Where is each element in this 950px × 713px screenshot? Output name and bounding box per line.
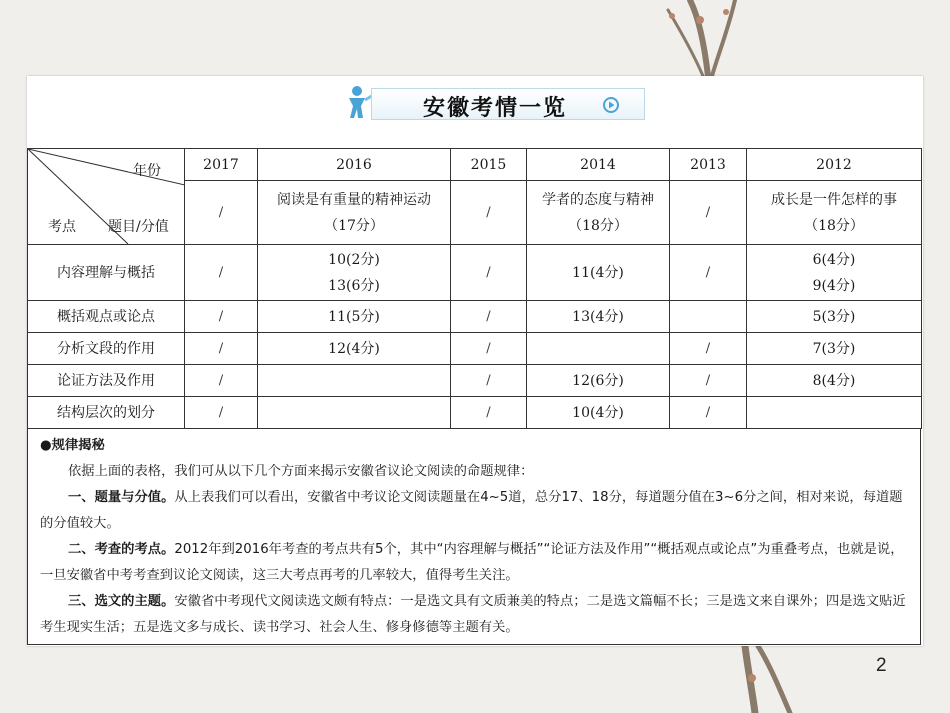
notes-paragraph-1 [40, 485, 908, 537]
row-label: 概括观点或论点 [28, 301, 185, 333]
p3-text: 安徽省中考现代文阅读选文颇有特点：一是选文具有文质兼美的特点；二是选文篇幅不长；三是选文来自课外；四是选文贴近考生现实生活；五是选文多与成长、读书学习、社会人生、修身修德等主题有关。 [40, 594, 906, 635]
year-cell: 2015 [451, 149, 527, 181]
p1-bold: 一、题量与分值。 [68, 490, 175, 505]
table-row [28, 365, 922, 397]
notes-section [27, 429, 921, 645]
table-cell [258, 365, 451, 397]
table-cell: / [185, 333, 258, 365]
table-cell: 11(5分) [258, 301, 451, 333]
exam-table [27, 148, 922, 429]
table-cell: / [185, 365, 258, 397]
table-cell: 11(4分) [527, 245, 670, 301]
table-cell [747, 397, 922, 429]
year-cell: 2014 [527, 149, 670, 181]
timu-label: 题目/分值 [108, 219, 169, 235]
topic-cell: 学者的态度与精神（18分） [527, 181, 670, 245]
content-card [27, 76, 923, 646]
kaodian-label: 考点 [48, 219, 76, 235]
table-cell: / [451, 245, 527, 301]
topic-cell: 阅读是有重量的精神运动（17分） [258, 181, 451, 245]
year-label: 年份 [133, 163, 161, 179]
table-cell [527, 333, 670, 365]
title-banner [345, 84, 663, 124]
page-title: 安徽考情一览 [422, 96, 567, 121]
table-cell: 10(4分) [527, 397, 670, 429]
table-cell: / [451, 301, 527, 333]
table-cell: 12(6分) [527, 365, 670, 397]
table-cell: 7(3分) [747, 333, 922, 365]
row-label: 内容理解与概括 [28, 245, 185, 301]
table-cell: / [451, 365, 527, 397]
year-cell: 2012 [747, 149, 922, 181]
notes-heading: ●规律揭秘 [40, 438, 105, 453]
table-cell: / [185, 245, 258, 301]
p1-text: 从上表我们可以看出，安徽省中考议论文阅读题量在4~5道，总分17、18分，每道题分值在3~6分之间，相对来说，每道题的分值较大。 [40, 490, 903, 531]
table-cell: 12(4分) [258, 333, 451, 365]
topic-cell: 成长是一件怎样的事（18分） [747, 181, 922, 245]
row-label: 结构层次的划分 [28, 397, 185, 429]
row-label: 论证方法及作用 [28, 365, 185, 397]
year-row [28, 149, 922, 181]
year-cell: 2017 [185, 149, 258, 181]
table-row [28, 245, 922, 301]
page-number: 2 [876, 655, 887, 676]
play-icon [603, 97, 619, 113]
table-cell: / [670, 333, 747, 365]
topic-cell: / [670, 181, 747, 245]
table-cell: 10(2分) 13(6分) [258, 245, 451, 301]
table-cell: / [451, 333, 527, 365]
table-cell [258, 397, 451, 429]
table-cell: 5(3分) [747, 301, 922, 333]
row-label: 分析文段的作用 [28, 333, 185, 365]
table-cell: 8(4分) [747, 365, 922, 397]
table-cell [670, 301, 747, 333]
p2-text: 2012年到2016年考查的考点共有5个，其中“内容理解与概括”“论证方法及作用”“概括观点或论点”为重叠考点，也就是说，一旦安徽省中考考查到议论文阅读，这三大考点再考的几率较大，值得考生关注。 [40, 542, 904, 583]
topic-cell: / [451, 181, 527, 245]
year-cell: 2013 [670, 149, 747, 181]
notes-paragraph-3 [40, 589, 908, 641]
table-cell: / [185, 397, 258, 429]
table-cell: 13(4分) [527, 301, 670, 333]
table-cell: / [670, 245, 747, 301]
topic-cell: / [185, 181, 258, 245]
p2-bold: 二、考查的考点。 [68, 542, 175, 557]
p3-bold: 三、选文的主题。 [68, 594, 175, 609]
notes-intro: 依据上面的表格，我们可从以下几个方面来揭示安徽省议论文阅读的命题规律： [68, 464, 534, 479]
table-cell: 6(4分) 9(4分) [747, 245, 922, 301]
notes-paragraph-2 [40, 537, 908, 589]
table-row [28, 397, 922, 429]
table-cell: / [451, 397, 527, 429]
table-cell: / [670, 397, 747, 429]
header-corner [28, 149, 185, 245]
table-row [28, 301, 922, 333]
table-cell: / [185, 301, 258, 333]
table-cell: / [670, 365, 747, 397]
table-row [28, 333, 922, 365]
year-cell: 2016 [258, 149, 451, 181]
